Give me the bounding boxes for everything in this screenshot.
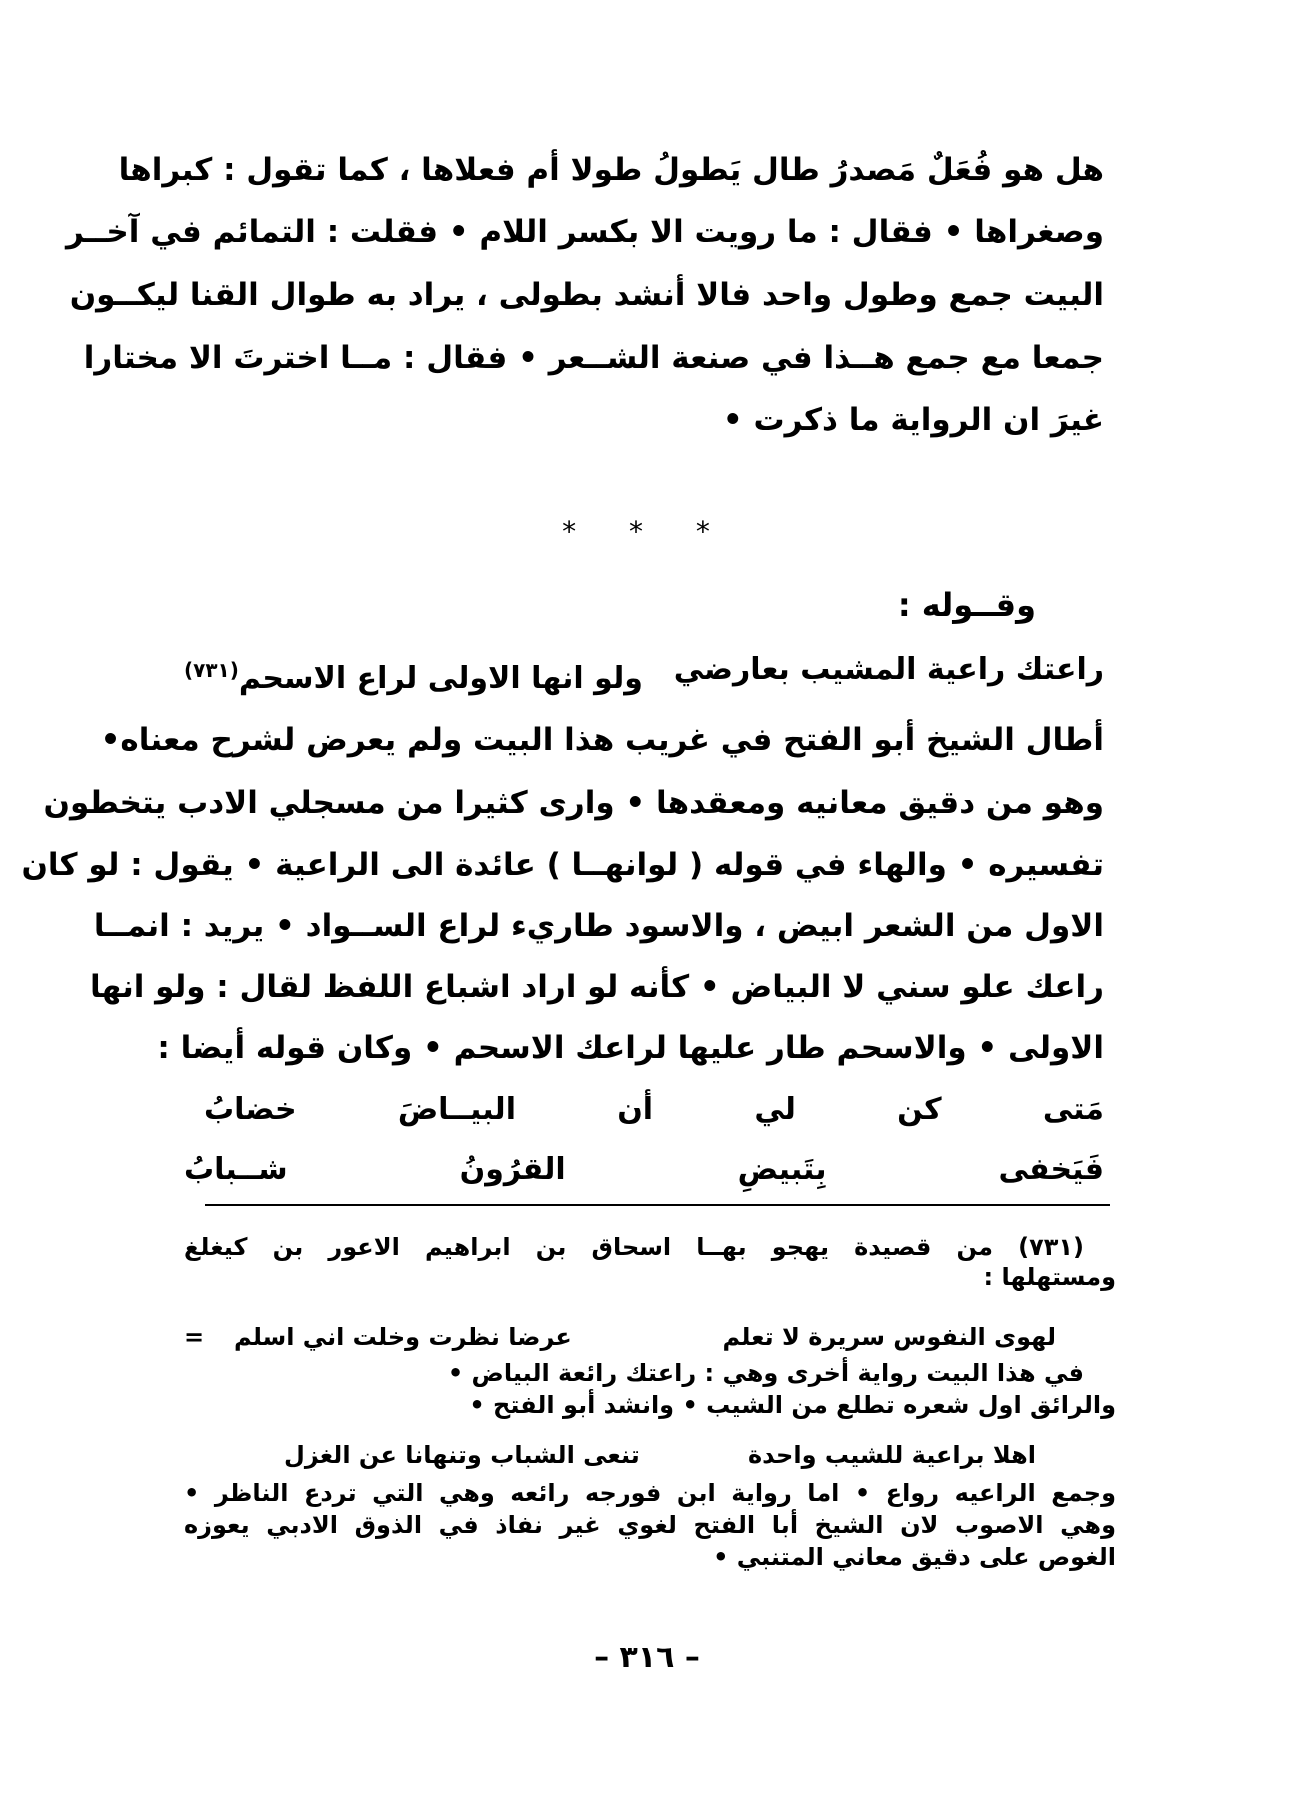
footnote-verse-second: تنعى الشباب وتنهانا عن الغزل <box>284 1441 640 1469</box>
body-line: تفسيره • والهاء في قوله ( لوانهــا ) عائدة الى الراعية • يقول : لو كان <box>21 847 1104 883</box>
verse-first-hemistich: راعتك راعية المشيب بعارضي <box>673 652 1104 687</box>
page-number: – ٣١٦ – <box>594 1640 700 1675</box>
continuation-mark: = <box>184 1323 205 1351</box>
footnote-verse-second: عرضا نظرت وخلت اني اسلم <box>234 1323 572 1351</box>
footnote-divider <box>205 1204 1110 1206</box>
footnote-verse-first: لهوى النفوس سريرة لا تعلم <box>722 1323 1056 1351</box>
footnote-line: وهي الاصوب لان الشيخ أبا الفتح لغوي غير نفاذ في الذوق الادبي يعوزه <box>184 1511 1116 1539</box>
footnote-line: (٧٣١) من قصيدة يهجو بهــا اسحاق بن ابراهيم الاعور بن كيغلغ <box>184 1233 1084 1261</box>
footnote-marker: (٧٣١) <box>184 658 239 682</box>
footnote-line: ومستهلها : <box>983 1263 1116 1291</box>
poem-line: مَتى كن لي أن البيــاضَ خضابُ <box>204 1092 1104 1127</box>
body-line: وهو من دقيق معانيه ومعقدها • وارى كثيرا من مسجلي الادب يتخطون <box>43 785 1104 821</box>
body-line: غيرَ ان الرواية ما ذكرت • <box>722 402 1104 438</box>
verse-second-hemistich <box>184 650 643 699</box>
body-line: البيت جمع وطول واحد فالا أنشد بطولى ، يراد به طوال القنا ليكــون <box>69 277 1104 313</box>
section-heading: وقــوله : <box>897 586 1036 624</box>
footnote-verse-first: اهلا براعية للشيب واحدة <box>748 1441 1036 1469</box>
verse-second-text: ولو انها الاولى لراع الاسحم <box>238 661 643 696</box>
poem-line: فَيَخفى بِتَبيضِ القرُونُ شــبابُ <box>184 1152 1104 1187</box>
body-line: راعك علو سني لا البياض • كأنه لو اراد اشباع اللفظ لقال : ولو انها <box>90 969 1104 1005</box>
footnote-line: وجمع الراعيه رواع • اما رواية ابن فورجه رائعه وهي التي تردع الناظر • <box>184 1479 1116 1507</box>
body-line: أطال الشيخ أبو الفتح في غريب هذا البيت ولم يعرض لشرح معناه• <box>100 722 1104 758</box>
body-line: هل هو فُعَلٌ مَصدرُ طال يَطولُ طولا أم فعلاها ، كما تقول : كبراها <box>118 152 1104 188</box>
body-line: وصغراها • فقال : ما رويت الا بكسر اللام • فقلت : التمائم في آخــر <box>65 214 1104 250</box>
body-line: الاولى • والاسحم طار عليها لراعك الاسحم • وكان قوله أيضا : <box>157 1030 1104 1066</box>
body-line: جمعا مع جمع هــذا في صنعة الشــعر • فقال : مــا اخترتَ الا مختارا <box>83 340 1104 376</box>
body-line: الاول من الشعر ابيض ، والاسود طاريء لراع الســواد • يريد : انمــا <box>93 908 1104 944</box>
footnote-line: الغوص على دقيق معاني المتنبي • <box>713 1543 1116 1571</box>
section-separator: * * * <box>562 515 732 548</box>
footnote-line: والرائق اول شعره تطلع من الشيب • وانشد أبو الفتح • <box>469 1391 1116 1419</box>
footnote-line: في هذا البيت رواية أخرى وهي : راعتك رائعة البياض • <box>447 1359 1084 1387</box>
